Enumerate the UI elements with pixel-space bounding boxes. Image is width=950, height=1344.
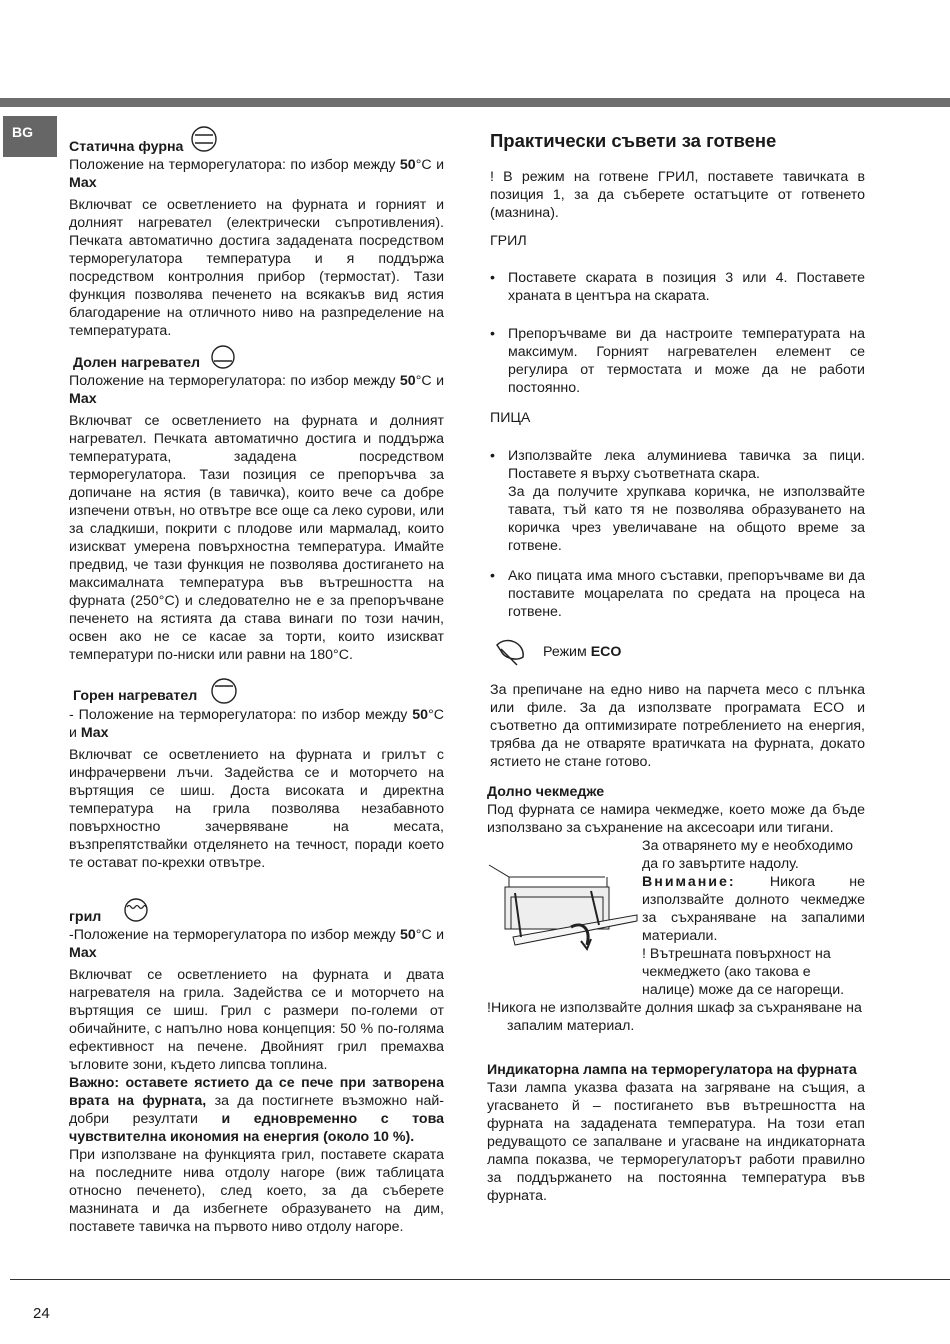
drawer-surface: ! Вътрешната повърхност на чекмеджето (ако такова е налице) може да се нагорещи. bbox=[642, 946, 845, 998]
eco-label-text: Режим bbox=[543, 644, 591, 660]
leaf-icon bbox=[493, 637, 527, 667]
drawer-illustration bbox=[487, 837, 639, 957]
page-number: 24 bbox=[33, 1305, 50, 1322]
left-column bbox=[69, 124, 444, 1236]
drawer-figure bbox=[487, 837, 642, 999]
grill-tip-1-text: Поставете скарата в позиция 3 или 4. Поставете храната в центъра на скарата. bbox=[508, 270, 865, 304]
drawer-text bbox=[642, 837, 865, 999]
top-setting bbox=[69, 706, 444, 742]
lamp-body: Тази лампа указва фазата на загряване на същия, а угасването й – постигането във вътрешността на фурната на зададената температура. На този етап редуващото се запалване и угасване на индикаторната лампа показва, че терморегулаторът работи правилно за поддържането на постоянна температура във фурната. bbox=[487, 1080, 865, 1204]
static-setting-text: Положение на терморегулатора: по избор между bbox=[69, 157, 400, 173]
lamp-title: Индикаторна лампа на терморегулатора на фурната bbox=[487, 1062, 857, 1078]
grill-tip-2-text: Препоръчваме ви да настроите температурата на максимум. Горният нагревателен елемент се регулира от термостата и може да не работи постоянно. bbox=[508, 326, 865, 396]
bullet-mark: • bbox=[490, 326, 495, 342]
top-heater-icon bbox=[209, 678, 239, 706]
drawer-warn-label: Внимание: bbox=[642, 874, 736, 890]
grill-body: Включват се осветлението на фурната и двата нагревателя на грила. Задейства се и моторчето на въртящия се шиш. Грил с размери по-големи от обичайните, с напълно нова концепция: 50 % по-голяма ефективност на печене. Двойният грил премахва ъгловите зони, където липсва топлина. bbox=[69, 967, 444, 1073]
eco-heading bbox=[493, 637, 865, 667]
grill-tip-1 bbox=[487, 269, 865, 305]
static-tmax: Max bbox=[69, 175, 97, 191]
top-heading bbox=[69, 678, 444, 706]
drawer-never: !Никога не използвайте долния шкаф за съхраняване на запалим материал. bbox=[487, 1000, 862, 1034]
grill-tmin: 50 bbox=[400, 927, 416, 943]
tips-title: Практически съвети за готвене bbox=[490, 130, 777, 151]
eco-label bbox=[543, 643, 621, 661]
grill-setting-text: -Положение на терморегулатора по избор между bbox=[69, 927, 401, 943]
pizza-tip-1 bbox=[487, 447, 865, 555]
top-body: Включват се осветлението на фурната и грилът с инфрачервени лъчи. Задейства се и моторчето на въртящия се шиш. Доста високата и директна температура на грила позволява незабавното повърхностно зачервяване на месата, възпрепятствайки отделянето на течност, поради което те остават по-крехки отвътре. bbox=[69, 747, 444, 871]
bullet-mark: • bbox=[490, 270, 495, 286]
bottom-tmax: Max bbox=[69, 391, 97, 407]
bottom-tmid: °C и bbox=[415, 373, 444, 389]
grill-tmid: °C и bbox=[415, 927, 444, 943]
static-tmin: 50 bbox=[399, 157, 416, 173]
bottom-title: Долен нагревател bbox=[73, 355, 201, 371]
top-tmin: 50 bbox=[412, 707, 429, 723]
eco-label-bold: ECO bbox=[590, 644, 622, 660]
static-title: Статична фурна bbox=[69, 139, 184, 155]
pizza-tip-1b-text: За да получите хрупкава коричка, не използвайте тавата, тъй като тя не позволява образуването на коричка чрез увеличаване на общото време за готвене. bbox=[508, 484, 865, 554]
grill-setting bbox=[69, 926, 444, 962]
drawer-warn-text: Никога не използвайте долното чекмедже за съхраняване на запалими материали. bbox=[642, 874, 865, 944]
bottom-rule bbox=[10, 1279, 950, 1280]
drawer-intro: Под фурната се намира чекмедже, което може да бъде използвано за съхранение на аксесоари или тигани. bbox=[487, 802, 865, 836]
top-tmid: °C и bbox=[69, 707, 444, 741]
top-title: Горен нагревател bbox=[73, 688, 198, 704]
bottom-body: Включват се осветлението на фурната и долният нагревател. Печката автоматично достига и поддържа температурата, зададена посредством терморегулатора. Тази позиция се препоръчва за допичане на ястия (в тавичка), които вече са добре изпечени отвън, но отвътре все още са леко сурови, или за сладкиши, покрити с плодове или мармалад, които изискват умерена повърхностна температура. Имайте предвид, че тази функция не позволява достигането на максималната температура във вътрешността на фурната (250°C) и следователно не е за препоръчване печенето на ястията да става винаги по този начин, освен ако не се касае за торти, които изискват температури по-ниски или равни на 180°C. bbox=[69, 413, 444, 663]
bottom-heading bbox=[69, 344, 444, 372]
drawer-open: За отварянето му е необходимо да го завъртите надолу. bbox=[642, 838, 853, 872]
static-oven-icon bbox=[189, 126, 219, 154]
grill-icon bbox=[121, 898, 151, 924]
static-body: Включват се осветлението на фурната и горният и долният нагревател (електрически съпротивления). Печката автоматично достига зададената посредством терморегулатора температура и я поддържа посредством контролния прибор (термостат). Тази функция позволява печенето на всякакъв вид ястия благодарение на отличното ниво на разпределение на температурата. bbox=[69, 197, 444, 339]
grill-title: грил bbox=[69, 909, 102, 925]
bottom-setting-text: Положение на терморегулатора: по избор между bbox=[69, 373, 400, 389]
static-setting bbox=[69, 156, 444, 192]
top-rule bbox=[0, 98, 950, 107]
language-badge: BG bbox=[3, 116, 57, 157]
top-setting-text: - Положение на терморегулатора: по избор между bbox=[69, 707, 413, 723]
grill-body2: При използване на функцията грил, поставете скарата на последните нива отдолу нагоре (виж таблицата относно печенето), след което, за да съберете мазнината и да избегнете образуването на дим, поставете тавичка на първото ниво отдолу нагоре. bbox=[69, 1147, 444, 1235]
grill-tmax: Max bbox=[69, 945, 97, 961]
bottom-heater-icon bbox=[208, 345, 238, 371]
grill-subhead: ГРИЛ bbox=[490, 233, 527, 249]
right-column bbox=[487, 130, 865, 1205]
static-heading bbox=[69, 124, 444, 156]
pizza-subhead: ПИЦА bbox=[490, 410, 531, 426]
pizza-tip-2-text: Ако пицата има много съставки, препоръчваме ви да поставите моцарелата по средата на процеса на готвене. bbox=[508, 568, 865, 620]
tips-intro: ! В режим на готвене ГРИЛ, поставете тавичката в позиция 1, за да съберете остатъците от готвенето (мазнина). bbox=[490, 169, 865, 221]
bottom-tmin: 50 bbox=[399, 373, 416, 389]
bullet-mark: • bbox=[490, 448, 495, 464]
drawer-block bbox=[487, 837, 865, 999]
grill-important-bold: Важно: оставете ястието да се пече при затворена врата на фурната, bbox=[69, 1075, 444, 1109]
grill-important-bold2: и едновременно с това чувствителна икономия на енергия (около 10 %). bbox=[69, 1111, 445, 1145]
pizza-tip-1-body bbox=[508, 447, 865, 555]
drawer-title: Долно чекмедже bbox=[487, 784, 605, 800]
eco-body: За препичане на едно ниво на парчета месо с плънка или филе. За да използвате програмата ECO и съответно да оптимизирате потреблението на енергия, трябва да не отваряте вратичката на фурната, докато ястието не стане готово. bbox=[490, 682, 865, 770]
pizza-tip-1-text: Използвайте лека алуминиева тавичка за пици. Поставете я върху съответната скара. bbox=[508, 448, 865, 482]
pizza-tip-2 bbox=[487, 567, 865, 621]
top-tmax: Max bbox=[80, 725, 109, 741]
static-tmid: °C и bbox=[415, 157, 444, 173]
grill-tip-2 bbox=[487, 325, 865, 397]
grill-important-mid: за да постигнете възможно най-добри резултати bbox=[69, 1093, 444, 1127]
bullet-mark: • bbox=[490, 568, 495, 584]
grill-heading bbox=[69, 896, 444, 926]
grill-important bbox=[69, 1074, 444, 1146]
bottom-setting bbox=[69, 372, 444, 408]
drawer-warning bbox=[642, 873, 865, 945]
